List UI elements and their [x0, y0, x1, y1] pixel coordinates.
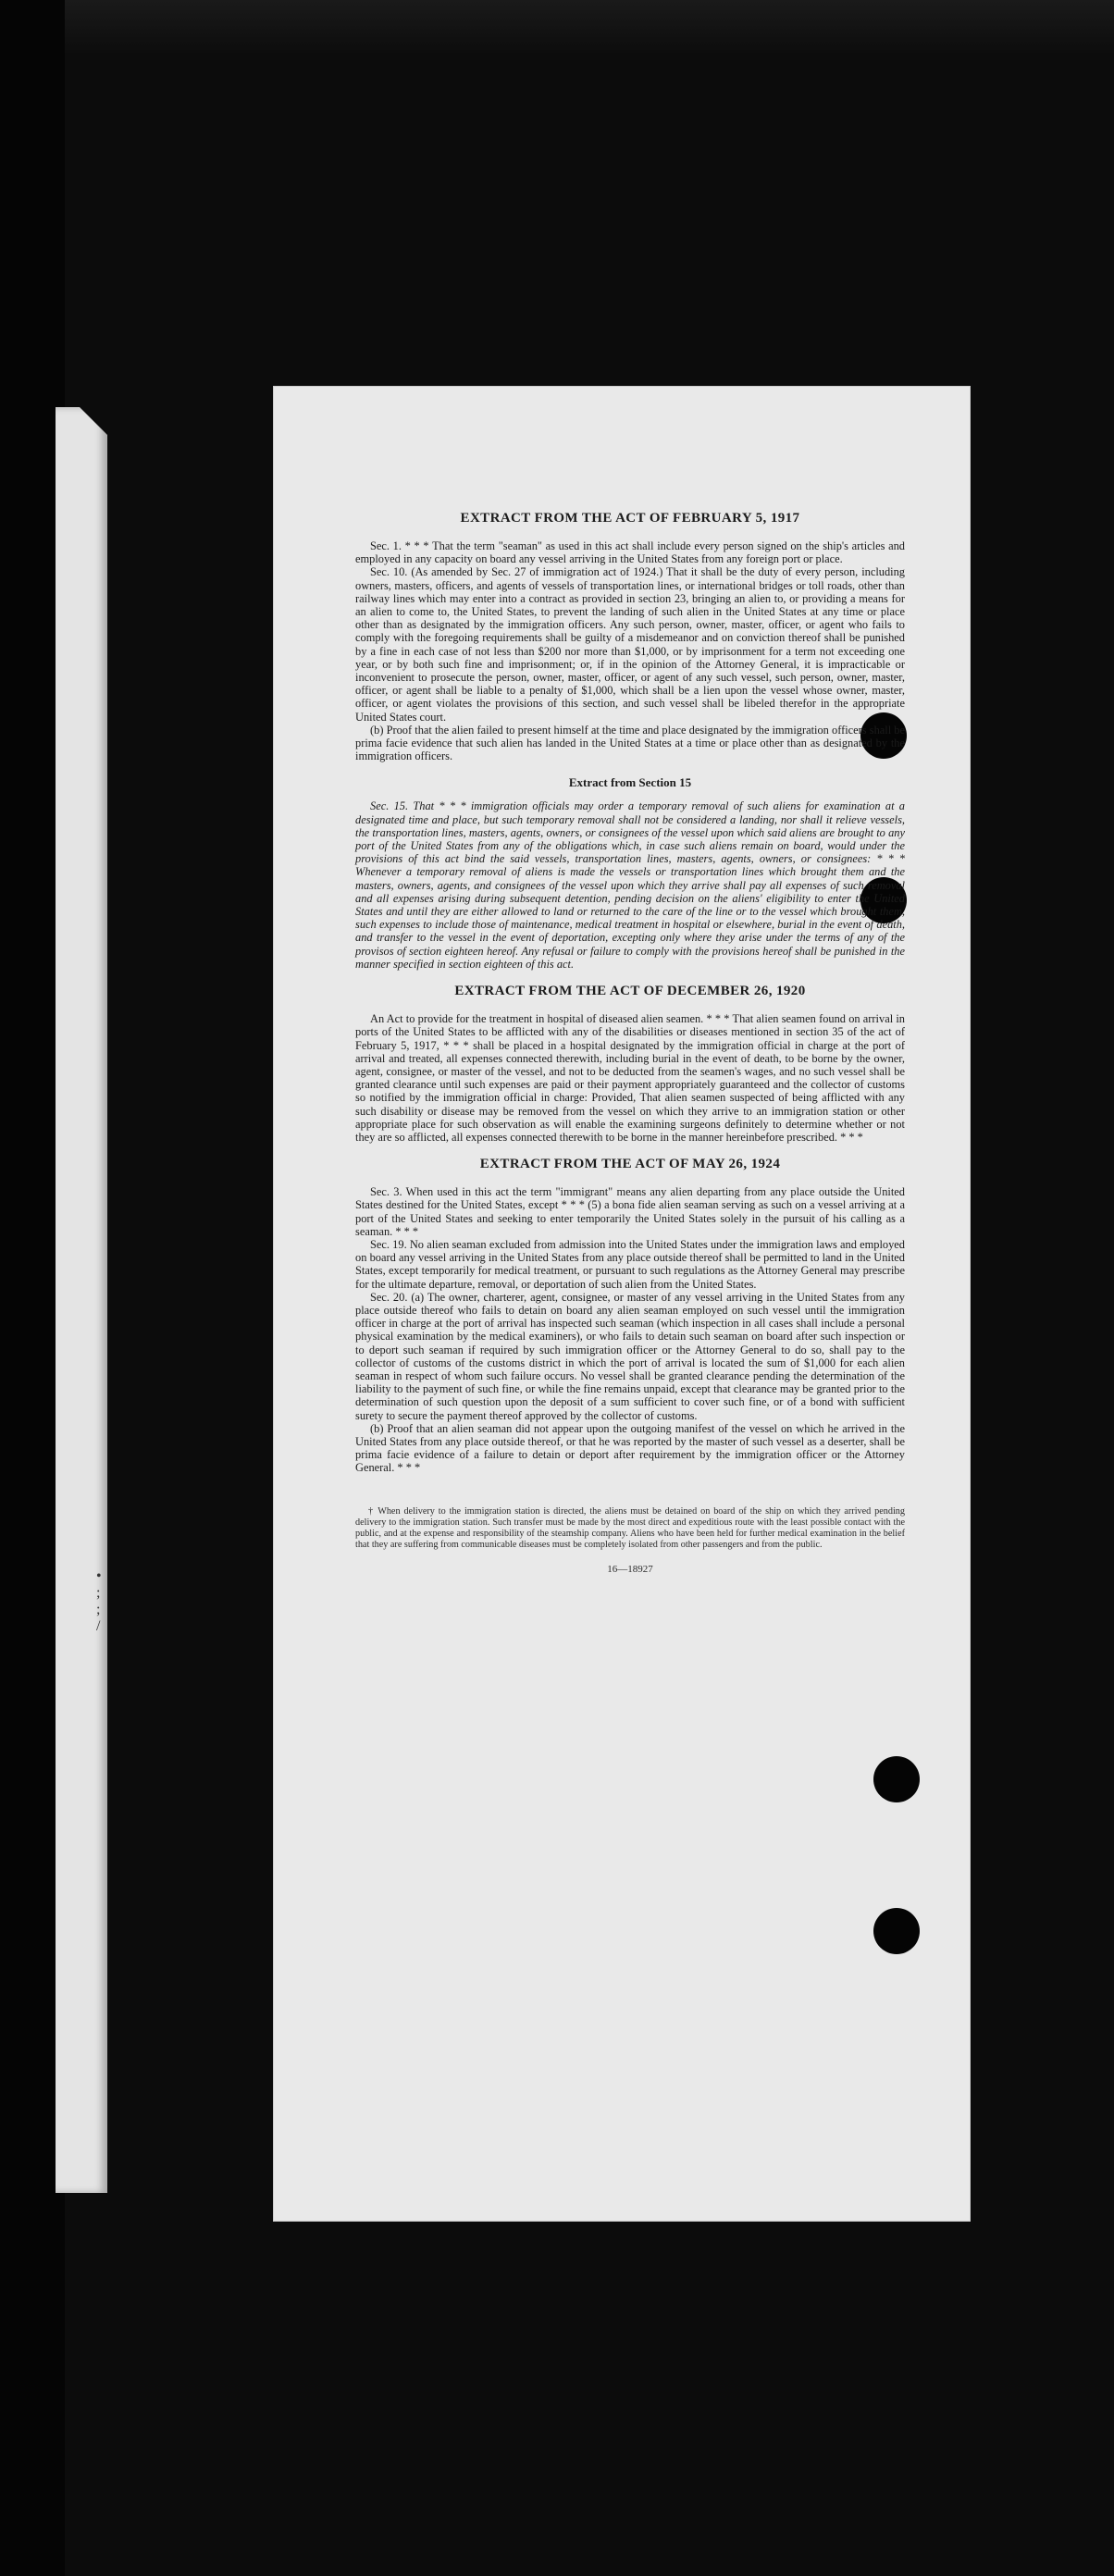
punch-hole-3 — [873, 1756, 920, 1802]
page-code: 16—18927 — [607, 1563, 653, 1575]
footnote: † When delivery to the immigration station is directed, the aliens must be detained on board of the ship on which they arrived pending delivery to the immigration station. Such transfer must be made by the most direct and expeditious route with the least possible contact with the public, and at the expense and responsibility of the steamship company. Aliens who have been held for further medical examination in the belief that they are suffering from communicable diseases must be completely isolated from other passengers and from the public. — [355, 1505, 905, 1550]
strip-marks: • ; ; / — [96, 1568, 102, 1634]
section-heading: EXTRACT FROM THE ACT OF FEBRUARY 5, 1917 — [460, 511, 800, 526]
body-paragraph: Sec. 10. (As amended by Sec. 27 of immigration act of 1924.) That it shall be the duty of every person, including owners, masters, officers, and agents of vessels of transportation lines, or international bridges or toll roads, other than railway lines which may enter into a contract as provided in section 23, bringing an alien to, or providing a means for an alien to come to, the United States, to prevent the landing of such alien in the United States at any time or place other than as designated by the immigration officers. Any such person, owner, master, officer, or agent who fails to comply with the foregoing requirements shall be guilty of a misdemeanor and on conviction thereof shall be punished by a fine in each case of not less than $200 nor more than $1,000, or by imprisonment for a term not exceeding one year, or by both such fine and imprisonment; or, if in the opinion of the Attorney General, it is impracticable or inconvenient to prosecute the person, owner, master, officer, or agent of any such vessel, such person, owner, master, officer, or agent shall be liable to a penalty of $1,000, which shall be a lien upon the vessel whose owner, master, officer, or agent violates the provisions of this section, and such vessel shall be libeled therefor in the appropriate United States court. — [355, 565, 905, 724]
section-heading: EXTRACT FROM THE ACT OF MAY 26, 1924 — [479, 1157, 781, 1172]
body-paragraph: Sec. 20. (a) The owner, charterer, agent, consignee, or master of any vessel arriving in the United States from any place outside thereof who fails to detain on board any alien seaman employed on such vessel until the immigration officer in charge at the port of arrival has inspected such seaman (which inspection in all cases shall include a personal physical examination by the medical examiners), or who fails to detain such seaman on board after such inspection or to deport such seaman if required by such immigration officer or the Attorney General to do so, shall pay to the collector of customs of the customs district in which the port of arrival is located the sum of $1,000 for each alien seaman in respect of whom such failure occurs. No vessel shall be granted clearance pending the determination of the liability to the payment of such fine, or while the fine remains unpaid, except that clearance may be granted prior to the determination of such question upon the deposit of a sum sufficient to cover such fine, or of a bond with sufficient surety to secure the payment thereof approved by the collector of customs. — [355, 1290, 905, 1422]
body-paragraph: Sec. 15. That * * * immigration officials may order a temporary removal of such aliens for examination at a designated time and place, but such temporary removal shall not be considered a landing, nor shall it relieve vessels, the transportation lines, masters, agents, owners, or consignees of the vessel upon which said aliens are brought to any port of the United States from any of the obligations which, in case such aliens remain on board, would under the provisions of this act bind the said vessels, transportation lines, masters, agents, owners, or consignees: * * * Whenever a temporary removal of aliens is made the vessels or transportation lines which brought them and the masters, owners, agents, and consignees of the vessel upon which they arrive shall pay all expenses of such removal and all expenses arising during subsequent detention, pending decision on the aliens' eligibility to enter the United States and until they are either allowed to land or returned to the care of the line or to the vessel which brought them, such expenses to include those of maintenance, medical treatment in hospital or elsewhere, burial in the event of death, and transfer to the vessel in the event of deportation, excepting only where they arise under the terms of any of the provisos of section eighteen hereof. Any refusal or failure to comply with the provisions hereof shall be punished in the manner specified in section eighteen of this act. — [355, 799, 905, 971]
scanner-background-band — [65, 0, 1114, 56]
body-paragraph: Sec. 3. When used in this act the term "immigrant" means any alien departing from any place outside the United States destined for the United States, except * * * (5) a bona fide alien seaman serving as such on a vessel arriving at a port of the United States and seeking to enter temporarily the United States solely in the pursuit of his calling as a seaman. * * * — [355, 1185, 905, 1238]
body-paragraph: Sec. 19. No alien seaman excluded from admission into the United States under the immigration laws and employed on board any vessel arriving in the United States from any place outside thereof shall be permitted to land in the United States, except temporarily for medical treatment, or pursuant to such regulations as the Attorney General may prescribe for the ultimate departure, removal, or deportation of such alien from the United States. — [355, 1237, 905, 1291]
section-subheading: Extract from Section 15 — [568, 775, 692, 790]
body-paragraph: Sec. 1. * * * That the term "seaman" as used in this act shall include every person signed on the ship's articles and employed in any capacity on board any vessel arriving in the United States from any foreign port or place. — [355, 539, 905, 566]
document-section — [355, 511, 905, 762]
body-paragraph: An Act to provide for the treatment in hospital of diseased alien seamen. * * * That alien seamen found on arrival in ports of the United States to be afflicted with any of the disabilities or diseases mentioned in section 35 of the act of February 5, 1917, * * * shall be placed in a hospital designated by the immigration official in charge at the port of arrival and treated, all expenses connected therewith, including burial in the event of death, to be borne by the owner, agent, consignee, or master of the vessel, and not to be deducted from the seamen's wages, and no such vessel shall be granted clearance until such expenses are paid or their payment appropriately guaranteed and the collector of customs so notified by the immigration official in charge: Provided, That alien seamen suspected of being afflicted with any such disability or disease may be removed from the vessel on which they arrive to an immigration station or other appropriate place for such observation as will enable the examining surgeons definitely to determine whether or not they are so afflicted, all expenses connected therewith to be borne in the manner hereinbefore prescribed. * * * — [355, 1012, 905, 1144]
section-heading: EXTRACT FROM THE ACT OF DECEMBER 26, 1920 — [454, 984, 806, 999]
document-section — [355, 1157, 905, 1474]
body-paragraph: (b) Proof that the alien failed to present himself at the time and place designated by the immigration officers shall be prima facie evidence that such alien has landed in the United States at a time or place other than as designated by the immigration officers. — [355, 723, 905, 763]
document-section — [355, 984, 905, 1144]
punch-hole-4 — [873, 1908, 920, 1954]
document-section — [355, 775, 905, 971]
strip-corner-fold — [80, 407, 107, 435]
body-paragraph: (b) Proof that an alien seaman did not appear upon the outgoing manifest of the vessel on which he arrived in the United States from any place outside thereof, or that he was reported by the master of such vessel as a deserter, shall be prima facie evidence of a failure to detain or deport after requirement by the immigration officer or the Attorney General. * * * — [355, 1421, 905, 1475]
adjacent-sheet-strip — [56, 407, 107, 2193]
document-content — [355, 511, 905, 1575]
document-page — [274, 387, 970, 2221]
